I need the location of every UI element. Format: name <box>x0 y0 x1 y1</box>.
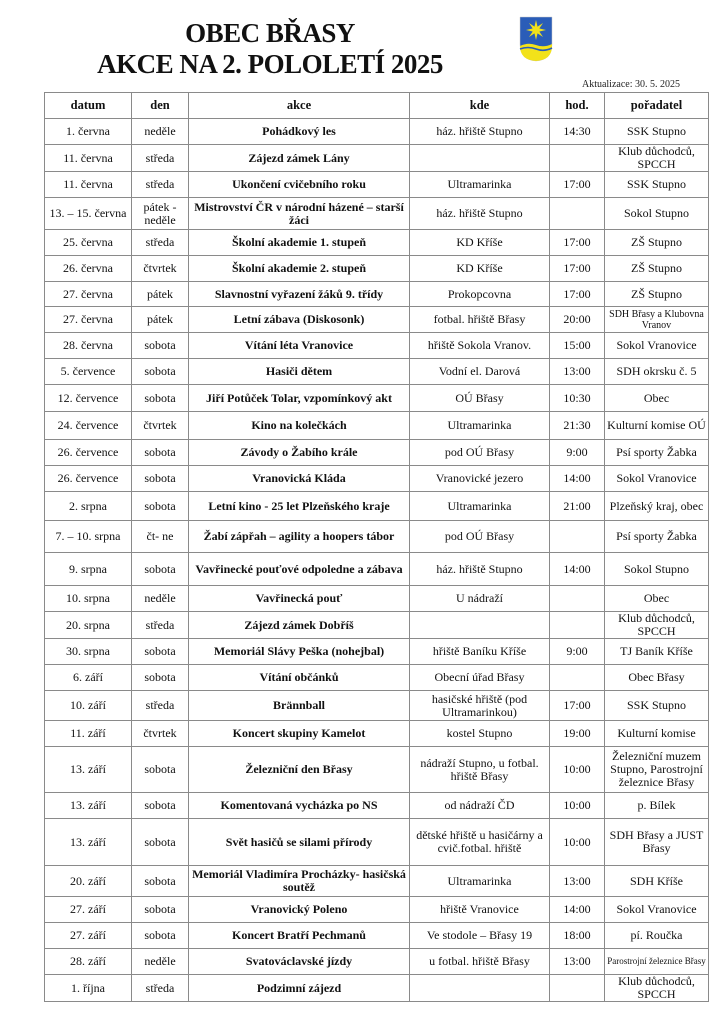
cell-organizer: ZŠ Stupno <box>605 256 709 282</box>
update-date: Aktualizace: 30. 5. 2025 <box>581 79 680 90</box>
cell-place: hřiště Baníku Kříše <box>410 639 550 665</box>
cell-organizer: Kulturní komise <box>605 721 709 747</box>
cell-time: 17:00 <box>550 256 605 282</box>
cell-organizer: SSK Stupno <box>605 119 709 145</box>
cell-event: Vítání občánků <box>189 665 410 691</box>
table-row <box>45 172 709 198</box>
cell-organizer: Psí sporty Žabka <box>605 521 709 553</box>
cell-organizer: Psí sporty Žabka <box>605 440 709 466</box>
cell-organizer: p. Bílek <box>605 793 709 819</box>
cell-day: středa <box>132 230 189 256</box>
cell-organizer: SDH Břasy a Klubovna Vranov <box>605 307 709 333</box>
cell-organizer: Klub důchodců, SPCCH <box>605 145 709 172</box>
cell-time: 10:00 <box>550 793 605 819</box>
cell-date: 24. července <box>45 412 132 440</box>
cell-time: 17:00 <box>550 172 605 198</box>
table-row <box>45 492 709 521</box>
cell-date: 28. června <box>45 333 132 359</box>
table-row <box>45 691 709 721</box>
cell-day: sobota <box>132 897 189 923</box>
coat-of-arms-icon <box>519 16 553 62</box>
cell-event: Vavřinecké pouťové odpoledne a zábava <box>189 553 410 586</box>
cell-date: 7. – 10. srpna <box>45 521 132 553</box>
cell-day: sobota <box>132 385 189 412</box>
cell-event: Pohádkový les <box>189 119 410 145</box>
table-row <box>45 466 709 492</box>
cell-date: 11. září <box>45 721 132 747</box>
cell-place: kostel Stupno <box>410 721 550 747</box>
table-row <box>45 333 709 359</box>
cell-organizer: Plzeňský kraj, obec <box>605 492 709 521</box>
cell-organizer: SSK Stupno <box>605 172 709 198</box>
cell-day: středa <box>132 172 189 198</box>
cell-event: Závody o Žabího krále <box>189 440 410 466</box>
cell-time: 14:00 <box>550 897 605 923</box>
cell-day: sobota <box>132 665 189 691</box>
cell-time: 13:00 <box>550 949 605 975</box>
cell-day: čtvrtek <box>132 412 189 440</box>
cell-organizer: SDH Kříše <box>605 866 709 897</box>
cell-event: Vavřinecká pouť <box>189 586 410 612</box>
cell-time <box>550 521 605 553</box>
table-row <box>45 412 709 440</box>
cell-date: 2. srpna <box>45 492 132 521</box>
cell-date: 26. června <box>45 256 132 282</box>
cell-event: Jiří Potůček Tolar, vzpomínkový akt <box>189 385 410 412</box>
cell-place: KD Kříše <box>410 230 550 256</box>
cell-time: 19:00 <box>550 721 605 747</box>
table-row <box>45 256 709 282</box>
cell-time <box>550 145 605 172</box>
cell-date: 26. července <box>45 466 132 492</box>
cell-place <box>410 145 550 172</box>
cell-organizer: Kulturní komise OÚ <box>605 412 709 440</box>
cell-date: 13. – 15. června <box>45 198 132 230</box>
cell-day: sobota <box>132 866 189 897</box>
cell-day: neděle <box>132 586 189 612</box>
column-header-datum: datum <box>45 93 132 119</box>
cell-day: sobota <box>132 553 189 586</box>
cell-event: Mistrovství ČR v národní házené – starší žáci <box>189 198 410 230</box>
cell-date: 10. srpna <box>45 586 132 612</box>
cell-day: pátek <box>132 307 189 333</box>
cell-time <box>550 665 605 691</box>
cell-place: ház. hřiště Stupno <box>410 119 550 145</box>
cell-event: Slavnostní vyřazení žáků 9. třídy <box>189 282 410 307</box>
cell-date: 12. července <box>45 385 132 412</box>
cell-event: Letní zábava (Diskosonk) <box>189 307 410 333</box>
cell-date: 10. září <box>45 691 132 721</box>
cell-day: sobota <box>132 639 189 665</box>
cell-place: pod OÚ Břasy <box>410 521 550 553</box>
table-row <box>45 975 709 1002</box>
cell-day: čtvrtek <box>132 721 189 747</box>
table-row <box>45 612 709 639</box>
cell-event: Memoriál Vladimíra Procházky- hasičská soutěž <box>189 866 410 897</box>
cell-place: Vranovické jezero <box>410 466 550 492</box>
table-row <box>45 440 709 466</box>
cell-day: sobota <box>132 793 189 819</box>
table-row <box>45 553 709 586</box>
cell-time: 14:00 <box>550 553 605 586</box>
cell-event: Koncert Bratří Pechmanů <box>189 923 410 949</box>
cell-organizer: Železniční muzem Stupno, Parostrojní železnice Břasy <box>605 747 709 793</box>
cell-time: 13:00 <box>550 359 605 385</box>
cell-time: 17:00 <box>550 691 605 721</box>
cell-time: 10:30 <box>550 385 605 412</box>
events-table <box>44 92 709 1002</box>
table-row <box>45 747 709 793</box>
cell-organizer: pí. Roučka <box>605 923 709 949</box>
cell-day: pátek - neděle <box>132 198 189 230</box>
column-header-kde: kde <box>410 93 550 119</box>
cell-date: 13. září <box>45 793 132 819</box>
cell-time: 17:00 <box>550 282 605 307</box>
cell-time: 17:00 <box>550 230 605 256</box>
table-row <box>45 793 709 819</box>
table-row <box>45 897 709 923</box>
cell-day: sobota <box>132 466 189 492</box>
cell-day: sobota <box>132 923 189 949</box>
cell-place: hřiště Sokola Vranov. <box>410 333 550 359</box>
table-row <box>45 359 709 385</box>
table-row <box>45 282 709 307</box>
cell-event: Školní akademie 2. stupeň <box>189 256 410 282</box>
cell-event: Memoriál Slávy Peška (nohejbal) <box>189 639 410 665</box>
cell-event: Školní akademie 1. stupeň <box>189 230 410 256</box>
cell-time: 18:00 <box>550 923 605 949</box>
cell-event: Svět hasičů se silami přírody <box>189 819 410 866</box>
cell-day: sobota <box>132 359 189 385</box>
cell-place: KD Kříše <box>410 256 550 282</box>
table-row <box>45 198 709 230</box>
cell-day: pátek <box>132 282 189 307</box>
cell-organizer: Obec <box>605 586 709 612</box>
municipality-title: OBEC BŘASY <box>185 18 355 48</box>
table-row <box>45 949 709 975</box>
cell-date: 11. června <box>45 172 132 198</box>
table-row <box>45 721 709 747</box>
cell-date: 13. září <box>45 819 132 866</box>
table-row <box>45 639 709 665</box>
cell-date: 5. července <box>45 359 132 385</box>
cell-place: dětské hřiště u hasičárny a cvič.fotbal. hřiště <box>410 819 550 866</box>
cell-organizer: Klub důchodců, SPCCH <box>605 975 709 1002</box>
table-row <box>45 819 709 866</box>
cell-day: středa <box>132 145 189 172</box>
cell-date: 1. října <box>45 975 132 1002</box>
table-row <box>45 230 709 256</box>
cell-event: Železniční den Břasy <box>189 747 410 793</box>
cell-place <box>410 975 550 1002</box>
table-row <box>45 923 709 949</box>
cell-organizer: SSK Stupno <box>605 691 709 721</box>
cell-place: hřiště Vranovice <box>410 897 550 923</box>
cell-organizer: Sokol Vranovice <box>605 466 709 492</box>
cell-date: 27. září <box>45 923 132 949</box>
cell-event: Zájezd zámek Lány <box>189 145 410 172</box>
cell-day: sobota <box>132 440 189 466</box>
cell-place: ház. hřiště Stupno <box>410 198 550 230</box>
cell-organizer: SDH okrsku č. 5 <box>605 359 709 385</box>
cell-event: Svatováclavské jízdy <box>189 949 410 975</box>
cell-date: 13. září <box>45 747 132 793</box>
cell-organizer: Obec <box>605 385 709 412</box>
cell-date: 27. června <box>45 282 132 307</box>
cell-place: hasičské hřiště (pod Ultramarinkou) <box>410 691 550 721</box>
table-header-row <box>45 93 709 119</box>
cell-organizer: Sokol Vranovice <box>605 333 709 359</box>
cell-event: Komentovaná vycházka po NS <box>189 793 410 819</box>
cell-time: 21:00 <box>550 492 605 521</box>
cell-date: 9. srpna <box>45 553 132 586</box>
cell-time <box>550 975 605 1002</box>
cell-place: Vodní el. Darová <box>410 359 550 385</box>
cell-event: Podzimní zájezd <box>189 975 410 1002</box>
table-row <box>45 521 709 553</box>
cell-time: 9:00 <box>550 639 605 665</box>
table-row <box>45 665 709 691</box>
cell-organizer: ZŠ Stupno <box>605 282 709 307</box>
cell-organizer: Sokol Stupno <box>605 198 709 230</box>
cell-organizer: SDH Břasy a JUST Břasy <box>605 819 709 866</box>
cell-place: fotbal. hřiště Břasy <box>410 307 550 333</box>
cell-place: Ultramarinka <box>410 492 550 521</box>
cell-time: 14:30 <box>550 119 605 145</box>
cell-date: 1. června <box>45 119 132 145</box>
cell-date: 6. září <box>45 665 132 691</box>
cell-day: sobota <box>132 819 189 866</box>
cell-date: 28. září <box>45 949 132 975</box>
cell-day: sobota <box>132 492 189 521</box>
cell-place: Ve stodole – Břasy 19 <box>410 923 550 949</box>
cell-day: neděle <box>132 119 189 145</box>
cell-time: 14:00 <box>550 466 605 492</box>
cell-time: 13:00 <box>550 866 605 897</box>
table-row <box>45 119 709 145</box>
cell-time: 10:00 <box>550 819 605 866</box>
cell-day: středa <box>132 975 189 1002</box>
cell-event: Vítání léta Vranovice <box>189 333 410 359</box>
cell-place: nádraží Stupno, u fotbal. hřiště Břasy <box>410 747 550 793</box>
cell-place: od nádraží ČD <box>410 793 550 819</box>
cell-event: Vranovická Kláda <box>189 466 410 492</box>
cell-time: 10:00 <box>550 747 605 793</box>
cell-organizer: TJ Baník Kříše <box>605 639 709 665</box>
cell-organizer: Obec Břasy <box>605 665 709 691</box>
cell-day: sobota <box>132 333 189 359</box>
cell-date: 20. srpna <box>45 612 132 639</box>
cell-date: 27. června <box>45 307 132 333</box>
cell-day: středa <box>132 612 189 639</box>
cell-time: 15:00 <box>550 333 605 359</box>
cell-place: ház. hřiště Stupno <box>410 553 550 586</box>
cell-time <box>550 586 605 612</box>
cell-day: neděle <box>132 949 189 975</box>
cell-place: u fotbal. hřiště Břasy <box>410 949 550 975</box>
cell-place: Ultramarinka <box>410 172 550 198</box>
cell-place: U nádraží <box>410 586 550 612</box>
cell-organizer: ZŠ Stupno <box>605 230 709 256</box>
cell-date: 11. června <box>45 145 132 172</box>
cell-event: Zájezd zámek Dobříš <box>189 612 410 639</box>
cell-place: Ultramarinka <box>410 866 550 897</box>
cell-day: středa <box>132 691 189 721</box>
cell-event: Kino na kolečkách <box>189 412 410 440</box>
cell-place <box>410 612 550 639</box>
cell-date: 25. června <box>45 230 132 256</box>
cell-organizer: Klub důchodců, SPCCH <box>605 612 709 639</box>
table-row <box>45 145 709 172</box>
column-header-poradatel: pořadatel <box>605 93 709 119</box>
cell-time: 20:00 <box>550 307 605 333</box>
cell-place: Obecní úřad Břasy <box>410 665 550 691</box>
cell-event: Brännball <box>189 691 410 721</box>
column-header-den: den <box>132 93 189 119</box>
cell-date: 26. července <box>45 440 132 466</box>
table-row <box>45 586 709 612</box>
cell-date: 20. září <box>45 866 132 897</box>
cell-place: OÚ Břasy <box>410 385 550 412</box>
column-header-akce: akce <box>189 93 410 119</box>
table-row <box>45 385 709 412</box>
cell-time <box>550 198 605 230</box>
cell-event: Ukončení cvičebního roku <box>189 172 410 198</box>
cell-place: pod OÚ Břasy <box>410 440 550 466</box>
table-row <box>45 866 709 897</box>
cell-date: 27. září <box>45 897 132 923</box>
cell-event: Vranovický Poleno <box>189 897 410 923</box>
cell-day: sobota <box>132 747 189 793</box>
cell-organizer: Parostrojní železnice Břasy <box>605 949 709 975</box>
cell-event: Letní kino - 25 let Plzeňského kraje <box>189 492 410 521</box>
cell-place: Prokopcovna <box>410 282 550 307</box>
cell-time <box>550 612 605 639</box>
cell-organizer: Sokol Stupno <box>605 553 709 586</box>
cell-time: 21:30 <box>550 412 605 440</box>
cell-day: čtvrtek <box>132 256 189 282</box>
cell-organizer: Sokol Vranovice <box>605 897 709 923</box>
cell-time: 9:00 <box>550 440 605 466</box>
document-title: AKCE NA 2. POLOLETÍ 2025 <box>97 49 443 79</box>
cell-event: Hasiči dětem <box>189 359 410 385</box>
cell-event: Žabí zápřah – agility a hoopers tábor <box>189 521 410 553</box>
column-header-hod: hod. <box>550 93 605 119</box>
cell-place: Ultramarinka <box>410 412 550 440</box>
cell-event: Koncert skupiny Kamelot <box>189 721 410 747</box>
cell-day: čt- ne <box>132 521 189 553</box>
table-row <box>45 307 709 333</box>
cell-date: 30. srpna <box>45 639 132 665</box>
